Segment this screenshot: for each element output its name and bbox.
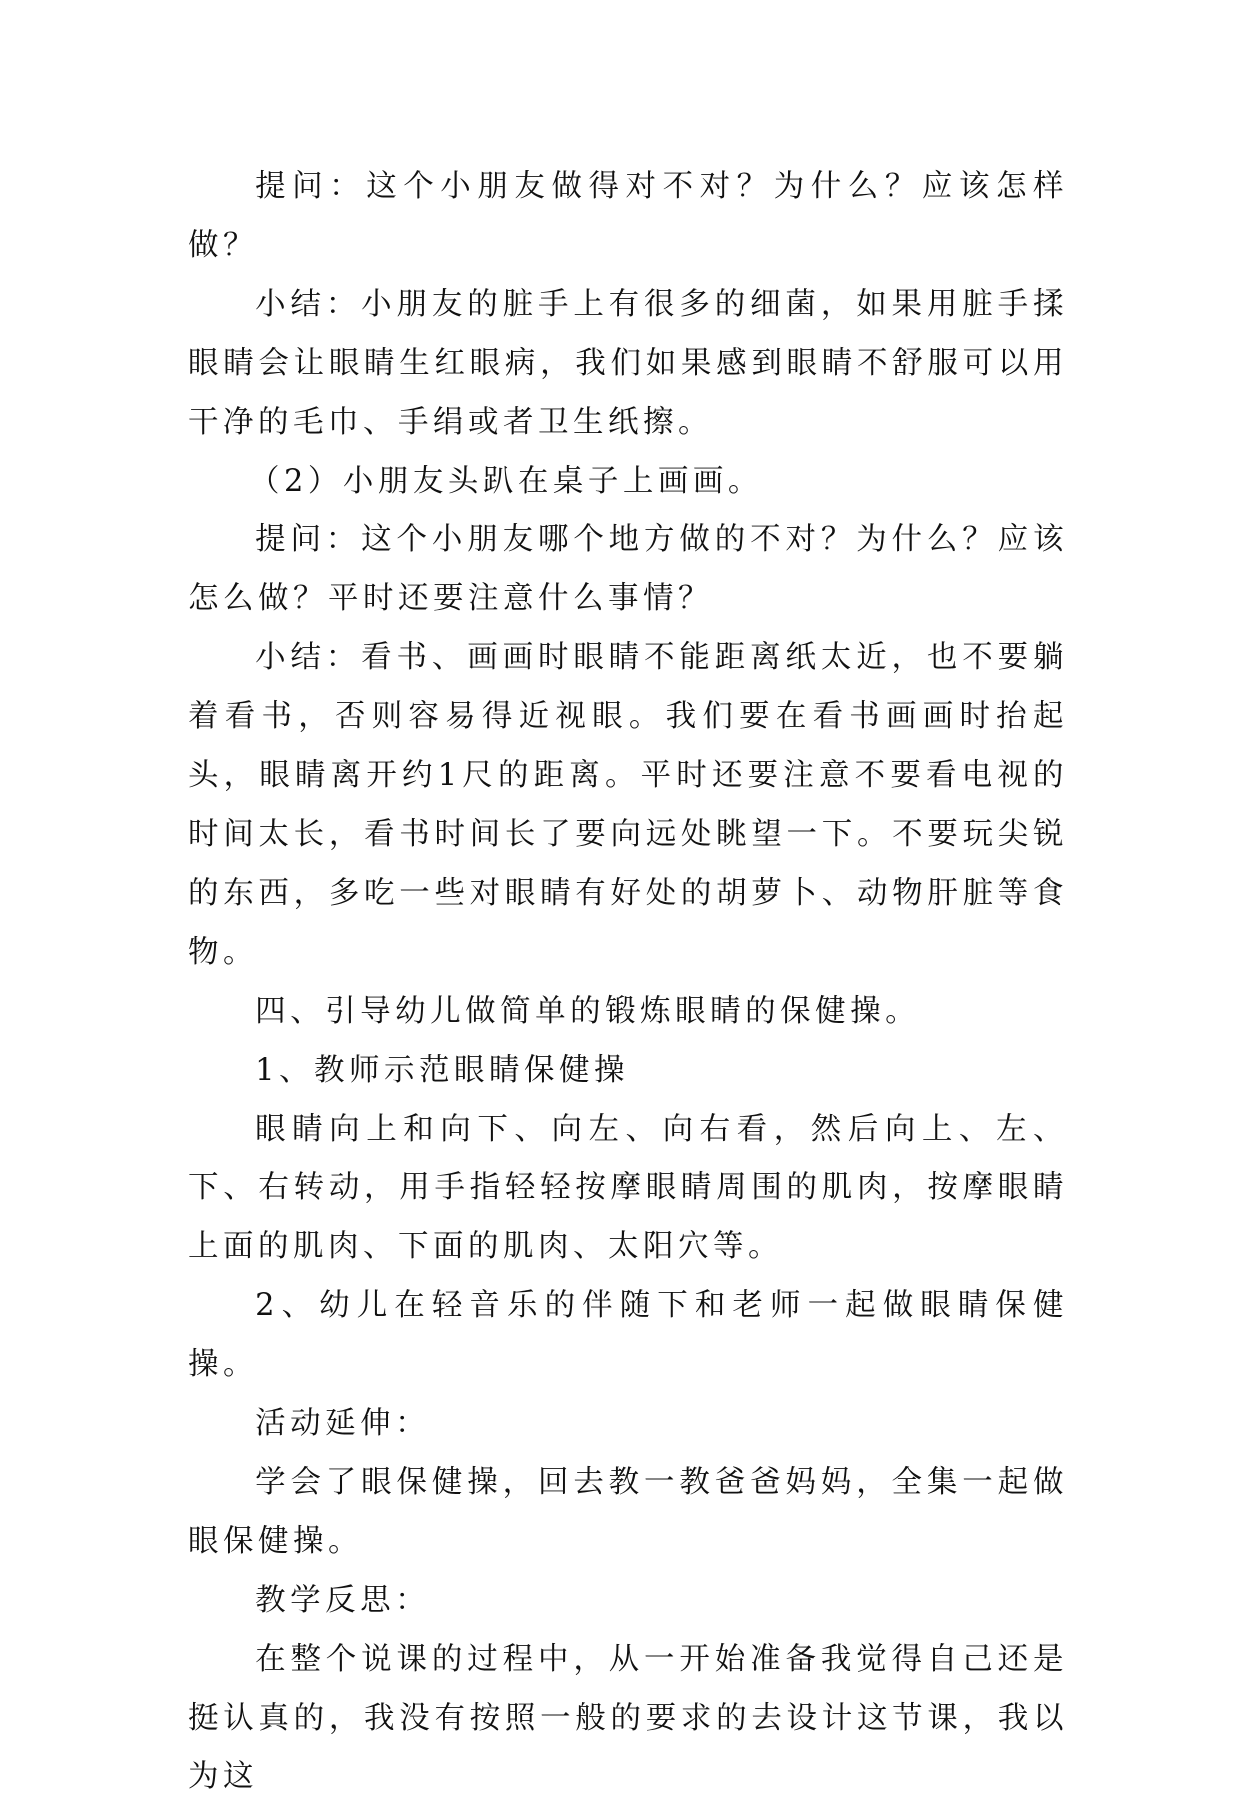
paragraph-step-1: 1、教师示范眼睛保健操 [255, 1052, 629, 1088]
paragraph-question-1: 提问：这个小朋友做得对不对？为什么？应该怎样做？ [188, 169, 1068, 263]
paragraph-extension-heading: 活动延伸： [255, 1406, 431, 1442]
paragraph-summary-1: 小结：小朋友的脏手上有很多的细菌，如果用脏手揉眼睛会让眼睛生红眼病，我们如果感到眼睛不舒服可以用干净的毛巾、手绢或者卫生纸擦。 [188, 286, 1068, 440]
paragraph-question-2: 提问：这个小朋友哪个地方做的不对？为什么？应该怎么做？平时还要注意什么事情？ [188, 522, 1068, 617]
paragraph-extension-body: 学会了眼保健操，回去教一教爸爸妈妈，全集一起做眼保健操。 [188, 1464, 1068, 1559]
paragraph-reflection-heading: 教学反思： [255, 1582, 431, 1618]
paragraph-summary-2: 小结：看书、画画时眼睛不能距离纸太近，也不要躺着看书，否则容易得近视眼。我们要在看书画画时抬起头，眼睛离开约1尺的距离。平时还要注意不要看电视的时间太长，看书时间长了要向远处眺望一下。不要玩尖锐的东西，多吃一些对眼睛有好处的胡萝卜、动物肝脏等食物。 [188, 640, 1068, 970]
paragraph-step-2: 2、幼儿在轻音乐的伴随下和老师一起做眼睛保健操。 [188, 1288, 1068, 1383]
paragraph-exercise-description: 眼睛向上和向下、向左、向右看，然后向上、左、下、右转动，用手指轻轻按摩眼睛周围的肌肉，按摩眼睛上面的肌肉、下面的肌肉、太阳穴等。 [188, 1111, 1068, 1265]
paragraph-scenario-2: （2）小朋友头趴在桌子上画画。 [249, 463, 763, 499]
paragraph-section-4: 四、引导幼儿做简单的锻炼眼睛的保健操。 [255, 993, 921, 1029]
document-body [188, 158, 1068, 1807]
paragraph-reflection-body: 在整个说课的过程中，从一开始准备我觉得自己还是挺认真的，我没有按照一般的要求的去设计这节课，我以为这 [188, 1641, 1068, 1795]
